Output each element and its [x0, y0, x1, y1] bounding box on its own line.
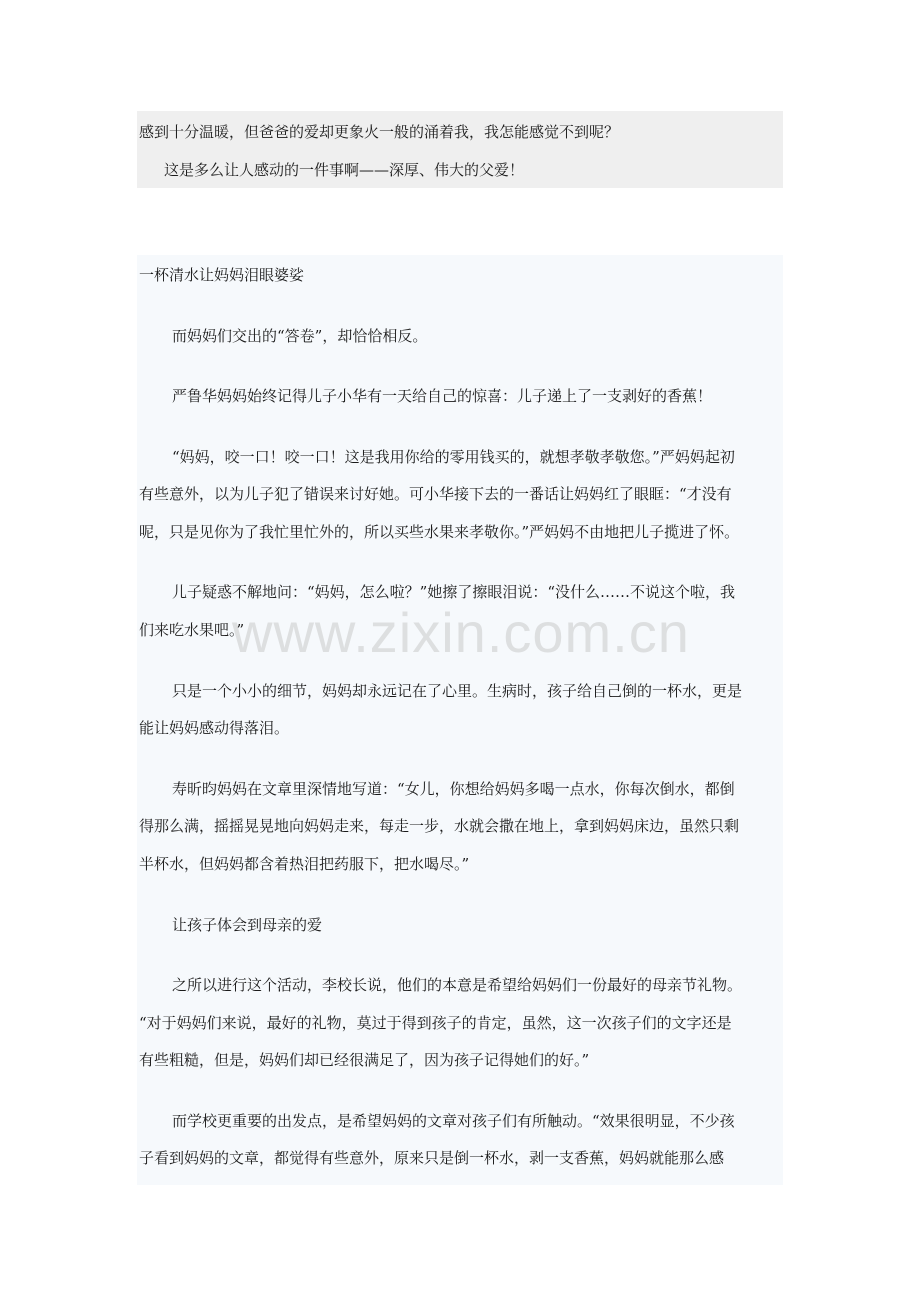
paragraph-line: 有些粗糙，但是，妈妈们却已经很满足了，因为孩子记得她们的好。” — [139, 1051, 590, 1069]
paragraph-line: 半杯水，但妈妈都含着热泪把药服下，把水喝尽。” — [139, 855, 470, 873]
paragraph-line: “妈妈，咬一口！咬一口！这是我用你给的零用钱买的，就想孝敬孝敬您。”严妈妈起初 — [172, 448, 735, 466]
watermark: www.zixin.com.cn — [232, 601, 690, 664]
paragraph-line: 这是多么让人感动的一件事啊——深厚、伟大的父爱！ — [164, 161, 525, 179]
paragraph-line: 儿子疑惑不解地问：“妈妈，怎么啦？”她擦了擦眼泪说：“没什么……不说这个啦，我 — [172, 583, 736, 601]
paragraph-line: 寿昕昀妈妈在文章里深情地写道：“女儿，你想给妈妈多喝一点水，你每次倒水，都倒 — [172, 780, 735, 798]
paragraph-line: 只是一个小小的细节，妈妈却永远记在了心里。生病时，孩子给自己倒的一杯水，更是 — [172, 682, 743, 700]
article-heading: 一杯清水让妈妈泪眼婆娑 — [139, 266, 305, 284]
paragraph-line: 之所以进行这个活动，李校长说，他们的本意是希望给妈妈们一份最好的母亲节礼物。 — [172, 976, 743, 994]
top-text-block — [137, 111, 783, 188]
paragraph-line: “对于妈妈们来说，最好的礼物，莫过于得到孩子的肯定，虽然，这一次孩子们的文字还是 — [139, 1014, 732, 1032]
paragraph-line: 严鲁华妈妈始终记得儿子小华有一天给自己的惊喜：儿子递上了一支剥好的香蕉！ — [172, 387, 713, 405]
paragraph-line: 有些意外，以为儿子犯了错误来讨好她。可小华接下去的一番话让妈妈红了眼眶：“才没有 — [139, 485, 732, 503]
paragraph-line: 而学校更重要的出发点，是希望妈妈的文章对孩子们有所触动。“效果很明显，不少孩 — [172, 1112, 735, 1130]
paragraph-line: 们来吃水果吧。” — [139, 621, 245, 639]
paragraph-line: 而妈妈们交出的“答卷”，却恰恰相反。 — [172, 327, 428, 345]
article-block — [137, 255, 783, 1185]
paragraph-line: 能让妈妈感动得落泪。 — [139, 719, 290, 737]
paragraph-line: 呢，只是见你为了我忙里忙外的，所以买些水果来孝敬你。”严妈妈不由地把儿子揽进了怀。 — [139, 523, 740, 541]
paragraph-line: 子看到妈妈的文章，都觉得有些意外，原来只是倒一杯水，剥一支香蕉，妈妈就能那么感 — [139, 1149, 725, 1167]
paragraph-line: 感到十分温暖，但爸爸的爱却更象火一般的涌着我，我怎能感觉不到呢？ — [139, 123, 620, 141]
article-subheading: 让孩子体会到母亲的爱 — [172, 916, 323, 934]
paragraph-line: 得那么满，摇摇晃晃地向妈妈走来，每走一步，水就会撒在地上，拿到妈妈床边，虽然只剩 — [139, 817, 740, 835]
